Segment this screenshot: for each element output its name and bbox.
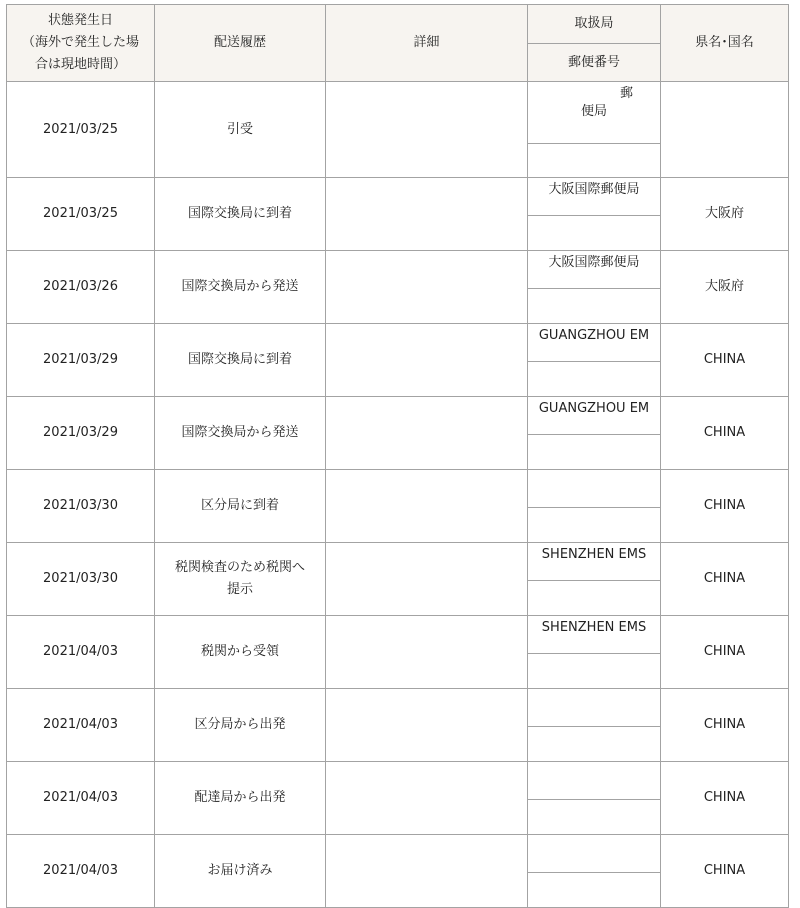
row-detail xyxy=(326,616,528,689)
header-delivery-history: 配送履歴 xyxy=(155,5,326,82)
row-detail xyxy=(326,324,528,397)
row-handling-office xyxy=(528,762,661,800)
row-delivery-history: 配達局から出発 xyxy=(155,762,326,835)
row-region: 大阪府 xyxy=(661,178,789,251)
row-delivery-history: 引受 xyxy=(155,82,326,178)
row-detail xyxy=(326,397,528,470)
row-date: 2021/03/25 xyxy=(7,178,155,251)
row-handling-office: 大阪国際郵便局 xyxy=(528,178,661,216)
row-postal-code xyxy=(528,289,661,324)
row-detail xyxy=(326,689,528,762)
row-detail xyxy=(326,82,528,178)
row-postal-code xyxy=(528,800,661,835)
row-region: CHINA xyxy=(661,689,789,762)
row-handling-office xyxy=(528,689,661,727)
row-detail xyxy=(326,762,528,835)
row-delivery-history: 税関から受領 xyxy=(155,616,326,689)
table-row xyxy=(7,82,789,144)
row-handling-office: GUANGZHOU EM xyxy=(528,397,661,435)
table-row xyxy=(7,470,789,508)
row-postal-code xyxy=(528,144,661,178)
row-postal-code xyxy=(528,581,661,616)
row-region: CHINA xyxy=(661,470,789,543)
row-detail xyxy=(326,178,528,251)
row-handling-office: 大阪国際郵便局 xyxy=(528,251,661,289)
table-row xyxy=(7,178,789,216)
row-delivery-history: 国際交換局に到着 xyxy=(155,178,326,251)
header-handling-office: 取扱局 xyxy=(528,5,661,44)
row-postal-code xyxy=(528,216,661,251)
row-postal-code xyxy=(528,727,661,762)
row-detail xyxy=(326,470,528,543)
row-postal-code xyxy=(528,508,661,543)
row-region: CHINA xyxy=(661,762,789,835)
row-delivery-history: お届け済み xyxy=(155,835,326,908)
row-delivery-history: 国際交換局から発送 xyxy=(155,397,326,470)
row-detail xyxy=(326,543,528,616)
row-date: 2021/03/30 xyxy=(7,543,155,616)
header-detail: 詳細 xyxy=(326,5,528,82)
row-date: 2021/04/03 xyxy=(7,689,155,762)
row-handling-office xyxy=(528,470,661,508)
row-postal-code xyxy=(528,654,661,689)
row-date: 2021/03/25 xyxy=(7,82,155,178)
tracking-history-table xyxy=(6,4,789,908)
row-handling-office: 郵 便局 xyxy=(528,82,661,144)
row-delivery-history: 区分局に到着 xyxy=(155,470,326,543)
row-date: 2021/04/03 xyxy=(7,616,155,689)
row-detail xyxy=(326,251,528,324)
row-region: 大阪府 xyxy=(661,251,789,324)
table-row xyxy=(7,397,789,435)
row-region xyxy=(661,82,789,178)
row-handling-office: GUANGZHOU EM xyxy=(528,324,661,362)
row-handling-office xyxy=(528,835,661,873)
row-region: CHINA xyxy=(661,397,789,470)
row-region: CHINA xyxy=(661,543,789,616)
row-postal-code xyxy=(528,873,661,908)
row-date: 2021/03/29 xyxy=(7,397,155,470)
row-delivery-history: 国際交換局から発送 xyxy=(155,251,326,324)
table-body xyxy=(7,82,789,908)
row-region: CHINA xyxy=(661,616,789,689)
row-delivery-history: 国際交換局に到着 xyxy=(155,324,326,397)
row-region: CHINA xyxy=(661,835,789,908)
row-delivery-history: 税関検査のため税関へ 提示 xyxy=(155,543,326,616)
row-date: 2021/03/29 xyxy=(7,324,155,397)
row-handling-office: SHENZHEN EMS xyxy=(528,616,661,654)
row-region: CHINA xyxy=(661,324,789,397)
row-date: 2021/03/26 xyxy=(7,251,155,324)
table-row xyxy=(7,324,789,362)
header-region: 県名･国名 xyxy=(661,5,789,82)
header-postal-code: 郵便番号 xyxy=(528,44,661,82)
table-row xyxy=(7,689,789,727)
row-postal-code xyxy=(528,362,661,397)
table-row xyxy=(7,835,789,873)
row-postal-code xyxy=(528,435,661,470)
row-handling-office: SHENZHEN EMS xyxy=(528,543,661,581)
table-row xyxy=(7,543,789,581)
row-date: 2021/03/30 xyxy=(7,470,155,543)
row-date: 2021/04/03 xyxy=(7,762,155,835)
table-row xyxy=(7,616,789,654)
table-row xyxy=(7,251,789,289)
row-date: 2021/04/03 xyxy=(7,835,155,908)
row-delivery-history: 区分局から出発 xyxy=(155,689,326,762)
header-date: 状態発生日 （海外で発生した場 合は現地時間） xyxy=(7,5,155,82)
table-row xyxy=(7,762,789,800)
table-header xyxy=(7,5,789,82)
